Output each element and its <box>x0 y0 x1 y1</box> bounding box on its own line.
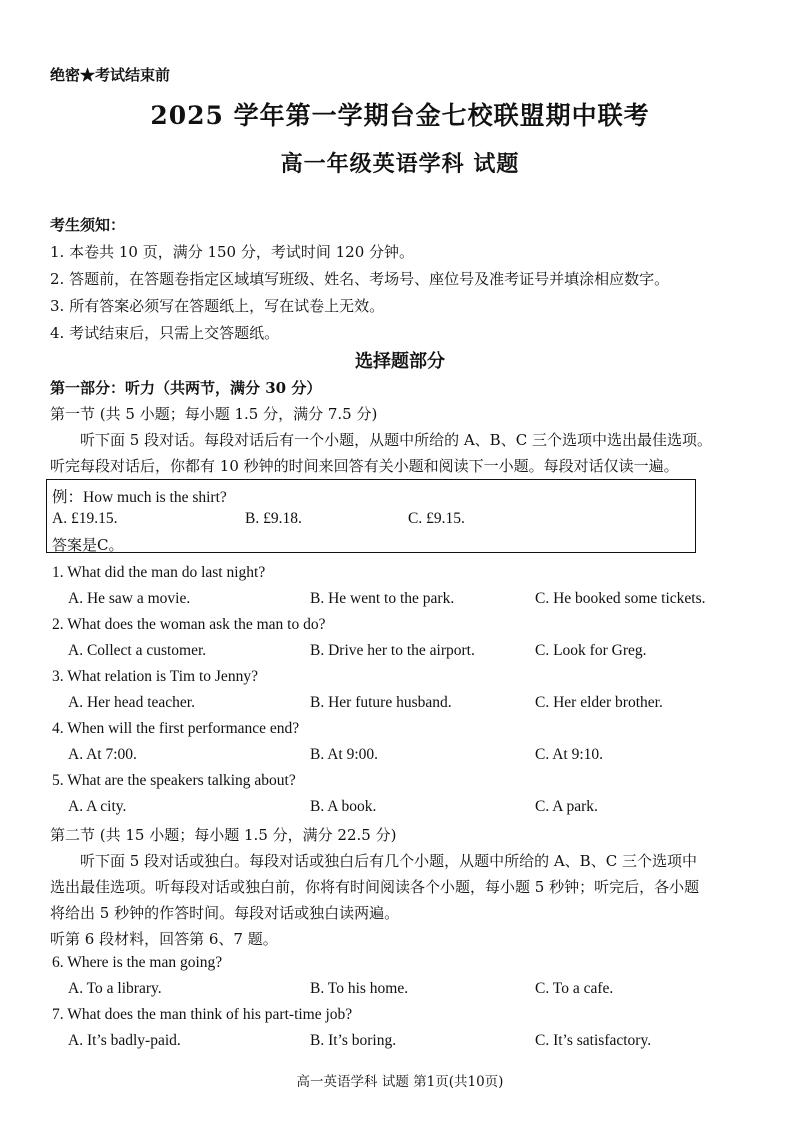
exam-subtitle: 高一年级英语学科 试题 <box>280 151 520 177</box>
question-text: 2. What does the woman ask the man to do? <box>52 616 326 633</box>
page-footer: 高一英语学科 试题 第1页(共10页) <box>296 1074 504 1090</box>
sec1-instruction: 听下面 5 段对话。每段对话后有一个小题，从题中所给的 A、B、C 三个选项中选出最佳选项。 <box>80 431 712 449</box>
option-b: B. To his home. <box>310 980 409 997</box>
option-b: B. Drive her to the airport. <box>310 642 475 659</box>
option-b: B. It’s boring. <box>310 1032 397 1049</box>
notice-item: 2. 答题前，在答题卷指定区域填写班级、姓名、考场号、座位号及准考证号并填涂相应数字。 <box>50 270 670 288</box>
question-text: 1. What did the man do last night? <box>52 564 266 581</box>
notice-heading: 考生须知： <box>50 216 126 234</box>
option-b: B. He went to the park. <box>310 590 455 607</box>
option-c: C. It’s satisfactory. <box>535 1032 652 1049</box>
option-c: C. Her elder brother. <box>535 694 663 711</box>
example-option-a: A. £19.15. <box>52 510 118 527</box>
part1-title: 第一部分：听力（共两节，满分 30 分） <box>50 379 322 397</box>
question-text: 7. What does the man think of his part-time job? <box>52 1006 353 1023</box>
notice-item: 1. 本卷共 10 页，满分 150 分，考试时间 120 分钟。 <box>50 243 415 261</box>
sec2-instruction: 选出最佳选项。听每段对话或独白前，你将有时间阅读各个小题，每小题 5 秒钟；听完后，各小题 <box>50 878 700 896</box>
option-a: A. He saw a movie. <box>68 590 191 607</box>
sec2-title: 第二节 (共 15 小题；每小题 1.5 分，满分 22.5 分) <box>50 826 397 844</box>
confidential-label: 绝密★考试结束前 <box>50 66 171 84</box>
option-a: A. Collect a customer. <box>68 642 207 659</box>
sec1-title: 第一节 (共 5 小题；每小题 1.5 分，满分 7.5 分) <box>50 405 378 423</box>
option-b: B. At 9:00. <box>310 746 379 763</box>
option-b: B. A book. <box>310 798 377 815</box>
exam-title: 2025 学年第一学期台金七校联盟期中联考 <box>150 101 650 130</box>
option-c: C. Look for Greg. <box>535 642 647 659</box>
material-instruction: 听第 6 段材料，回答第 6、7 题。 <box>50 930 278 948</box>
option-c: C. To a cafe. <box>535 980 614 997</box>
option-a: A. It’s badly-paid. <box>68 1032 181 1049</box>
option-a: A. At 7:00. <box>68 746 137 763</box>
option-a: A. A city. <box>68 798 127 815</box>
question-text: 4. When will the first performance end? <box>52 720 300 737</box>
sec2-instruction: 听下面 5 段对话或独白。每段对话或独白后有几个小题，从题中所给的 A、B、C 三个选项中 <box>80 852 697 870</box>
question-text: 3. What relation is Tim to Jenny? <box>52 668 258 685</box>
option-c: C. He booked some tickets. <box>535 590 706 607</box>
example-option-c: C. £9.15. <box>408 510 465 527</box>
option-a: A. To a library. <box>68 980 162 997</box>
notice-item: 3. 所有答案必须写在答题纸上，写在试卷上无效。 <box>50 297 385 315</box>
example-question: 例：How much is the shirt? <box>52 489 227 506</box>
question-text: 6. Where is the man going? <box>52 954 223 971</box>
question-text: 5. What are the speakers talking about? <box>52 772 296 789</box>
option-a: A. Her head teacher. <box>68 694 195 711</box>
sec2-instruction: 将给出 5 秒钟的作答时间。每段对话或独白读两遍。 <box>50 904 400 922</box>
example-option-b: B. £9.18. <box>245 510 302 527</box>
option-b: B. Her future husband. <box>310 694 452 711</box>
option-c: C. A park. <box>535 798 598 815</box>
example-answer: 答案是C。 <box>52 536 124 554</box>
section-title: 选择题部分 <box>355 351 445 372</box>
option-c: C. At 9:10. <box>535 746 604 763</box>
notice-item: 4. 考试结束后，只需上交答题纸。 <box>50 324 280 342</box>
sec1-instruction: 听完每段对话后，你都有 10 秒钟的时间来回答有关小题和阅读下一小题。每段对话仅读一遍。 <box>50 457 679 475</box>
